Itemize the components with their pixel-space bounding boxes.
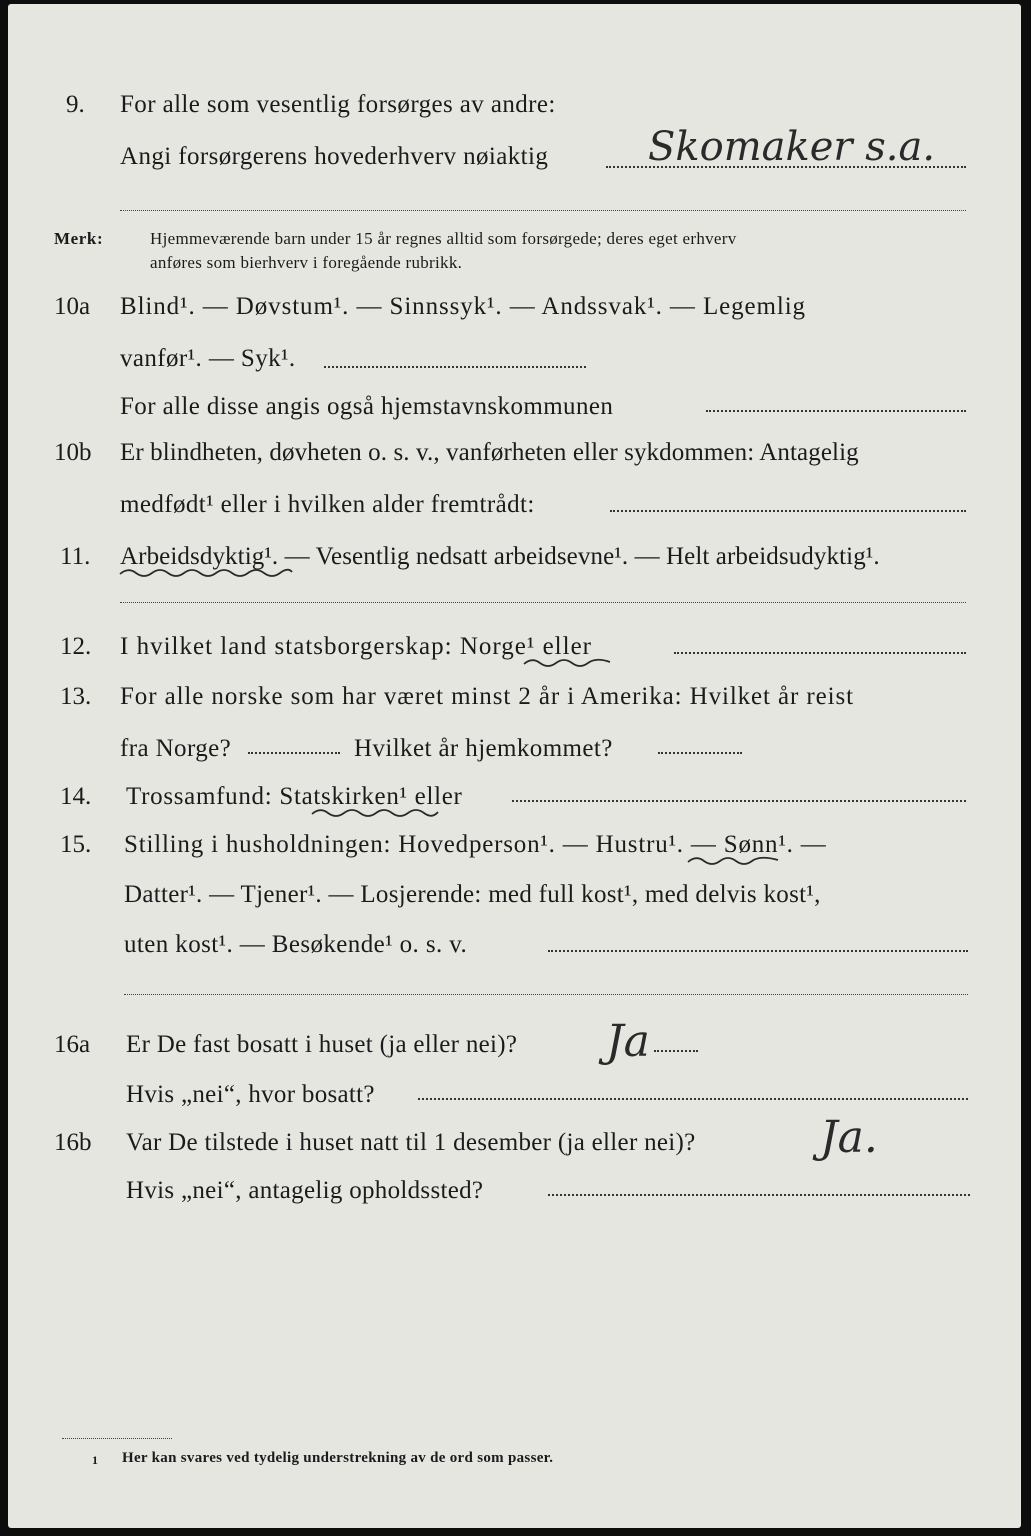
q16b-number: 16b: [54, 1129, 92, 1156]
q14-underline-mark: [310, 806, 440, 818]
q11-extra-line: [120, 602, 966, 603]
q11-underline-mark: [118, 566, 294, 578]
q14-answer-line[interactable]: [512, 800, 966, 802]
q9-line1: For alle som vesentlig forsørges av andre:: [120, 91, 556, 118]
q15-answer-line[interactable]: [548, 950, 968, 952]
footnote-number: 1: [92, 1453, 99, 1467]
q15-underline-mark: [686, 854, 780, 866]
q10b-line2: medfødt¹ eller i hvilken alder fremtrådt:: [120, 491, 535, 518]
q12-line1: I hvilket land statsborgerskap: Norge¹ eller: [120, 633, 592, 660]
q15-extra-line: [124, 994, 968, 995]
q10b-answer-line[interactable]: [610, 510, 966, 512]
q16a-answer-line: [654, 1050, 698, 1052]
q15-line2: Datter¹. — Tjener¹. — Losjerende: med full kost¹, med delvis kost¹,: [124, 881, 821, 908]
q10a-answer-line[interactable]: [324, 366, 586, 368]
q10a-kommune-line[interactable]: [706, 410, 966, 412]
q10a-number: 10a: [54, 293, 91, 320]
q15-line3: uten kost¹. — Besøkende¹ o. s. v.: [124, 931, 468, 958]
q16b-answer[interactable]: Ja.: [820, 1112, 878, 1163]
q10b-line1: Er blindheten, døvheten o. s. v., vanførheten eller sykdommen: Antagelig: [120, 439, 859, 466]
q9-extra-line: [120, 210, 966, 211]
q9-number: 9.: [66, 91, 85, 118]
q15-line1: Stilling i husholdningen: Hovedperson¹. — Hustru¹. — Sønn¹. —: [124, 831, 827, 858]
q16a-number: 16a: [54, 1031, 91, 1058]
q16a-answer[interactable]: Ja: [606, 1016, 650, 1067]
census-form-page: [8, 4, 1021, 1528]
footnote-rule: [62, 1438, 172, 1439]
q9-answer[interactable]: Skomaker s.a.: [648, 124, 936, 170]
q10a-line2: vanfør¹. — Syk¹.: [120, 345, 296, 372]
q10a-line3: For alle disse angis også hjemstavnskommunen: [120, 393, 614, 420]
q10b-number: 10b: [54, 439, 92, 466]
q11-number: 11.: [60, 543, 91, 570]
q15-number: 15.: [60, 831, 92, 858]
merk-line1: Hjemmeværende barn under 15 år regnes alltid som forsørgede; deres eget erhverv: [150, 229, 737, 248]
q16a-line1: Er De fast bosatt i huset (ja eller nei)?: [126, 1031, 518, 1058]
q11-line1: Arbeidsdyktig¹. — Vesentlig nedsatt arbeidsevne¹. — Helt arbeidsudyktig¹.: [120, 543, 880, 570]
q12-answer-line[interactable]: [674, 652, 966, 654]
q14-number: 14.: [60, 783, 92, 810]
q16a-line2: Hvis „nei“, hvor bosatt?: [126, 1081, 375, 1108]
q13-reist-line[interactable]: [248, 752, 340, 754]
q16b-opholdssted-line[interactable]: [548, 1194, 970, 1196]
q13-number: 13.: [60, 683, 92, 710]
q13-line2a: fra Norge?: [120, 735, 232, 762]
q14-line1: Trossamfund: Statskirken¹ eller: [126, 783, 463, 810]
merk-label: Merk:: [54, 229, 104, 248]
q9-line2: Angi forsørgerens hovederhverv nøiaktig: [120, 143, 549, 170]
q16a-bosatt-line[interactable]: [418, 1098, 968, 1100]
footnote-text: Her kan svares ved tydelig understrekning av de ord som passer.: [122, 1450, 554, 1466]
q12-underline-mark: [522, 656, 612, 668]
q16b-line1: Var De tilstede i huset natt til 1 desember (ja eller nei)?: [126, 1129, 696, 1156]
q13-line1: For alle norske som har været minst 2 år i Amerika: Hvilket år reist: [120, 683, 854, 710]
q12-number: 12.: [60, 633, 92, 660]
q13-line2b: Hvilket år hjemkommet?: [354, 735, 613, 762]
merk-line2: anføres som bierhverv i foregående rubrikk.: [150, 253, 463, 272]
q16b-line2: Hvis „nei“, antagelig opholdssted?: [126, 1177, 484, 1204]
q13-hjemkommet-line[interactable]: [658, 752, 742, 754]
q10a-line1: Blind¹. — Døvstum¹. — Sinnssyk¹. — Andssvak¹. — Legemlig: [120, 293, 806, 320]
